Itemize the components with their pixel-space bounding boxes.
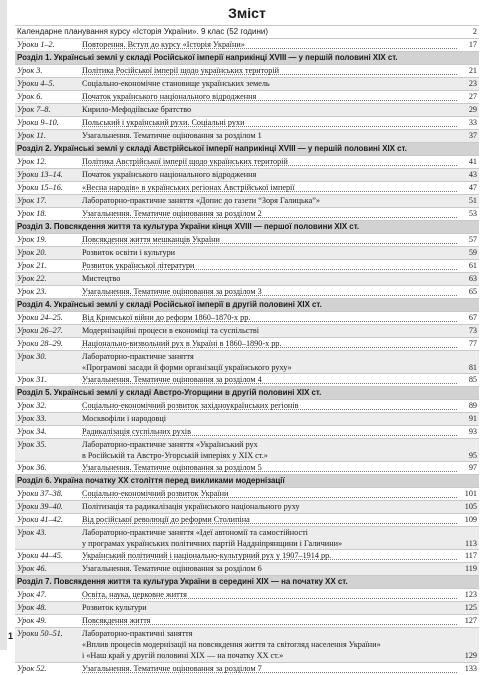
entry-page: 133 <box>464 664 477 673</box>
entry-title-line: Від російської революції до реформи Столипіна <box>82 515 250 524</box>
entry-page: 117 <box>465 551 477 560</box>
lesson-label: Уроки 39–40. <box>17 502 63 511</box>
toc-entry <box>15 116 479 129</box>
lesson-label: Урок 47. <box>17 590 47 599</box>
lesson-label: Урок 32. <box>17 401 47 410</box>
entry-page: 65 <box>468 287 477 296</box>
entry-title-line: Модернізаційні процеси в економіці та суспільстві <box>82 326 260 335</box>
entry-title <box>82 338 457 350</box>
entry-title-line: Москвофіли і народовці <box>82 414 167 423</box>
toc-entry <box>15 500 479 513</box>
entry-title <box>82 325 457 337</box>
entry-title-line: Розвиток української літератури <box>82 261 195 270</box>
lesson-label: Урок 11. <box>17 131 46 140</box>
entry-title-line: Кирило-Мефодіївське братство <box>82 105 192 114</box>
toc-entry <box>15 272 479 285</box>
section-heading <box>15 474 479 487</box>
entry-title-line: Соціально-економічний розвиток західноукраїнських регіонів <box>82 401 299 410</box>
entry-page: 47 <box>468 183 477 192</box>
toc-entry <box>15 129 479 142</box>
entry-title <box>82 400 457 412</box>
entry-title <box>82 286 457 298</box>
lesson-label: Уроки 44–45. <box>17 551 63 560</box>
entry-page: 77 <box>468 339 477 348</box>
section-heading <box>15 298 479 311</box>
page-title: Зміст <box>228 5 266 21</box>
entry-title-line: Повсякдення життя <box>82 616 151 625</box>
entry-title <box>82 130 457 142</box>
table-of-contents <box>15 0 479 675</box>
entry-page: 57 <box>468 235 477 244</box>
entry-title-line: Лабораторно-практичне заняття «Допис до газети “Зоря Галицька”» <box>82 196 320 205</box>
lesson-label: Урок 12. <box>17 157 47 166</box>
entry-page: 67 <box>468 313 477 322</box>
entry-title-line: Початок українського національного відродження <box>82 170 257 179</box>
entry-title <box>82 273 457 285</box>
entry-page: 2 <box>472 27 477 36</box>
entry-title-line: в Російській та Австро-Угорській імперіях у XIX ст.» <box>82 451 268 460</box>
entry-page: 37 <box>468 131 477 140</box>
entry-title <box>82 91 457 103</box>
entry-title <box>82 374 457 386</box>
toc-entry <box>15 614 479 627</box>
toc-entry <box>15 513 479 526</box>
entry-title <box>82 628 457 661</box>
toc-entry <box>15 337 479 350</box>
toc-entry <box>15 233 479 246</box>
entry-page: 51 <box>468 196 477 205</box>
entry-title <box>82 663 457 675</box>
lesson-label: Урок 35. <box>17 440 47 449</box>
section-heading <box>15 575 479 588</box>
toc-entry <box>15 194 479 207</box>
entry-page: 53 <box>468 209 477 218</box>
lesson-label: Урок 30. <box>17 352 47 361</box>
toc-entry <box>15 399 479 412</box>
entry-title-line: Лабораторно-практичне заняття «Ідеї автономії та самостійності <box>82 528 308 537</box>
entry-page: 27 <box>468 92 477 101</box>
lesson-label: Урок 33. <box>17 414 47 423</box>
toc-entry <box>15 311 479 324</box>
entry-title <box>82 169 457 181</box>
toc-entry <box>15 285 479 298</box>
lesson-label: Урок 17. <box>17 196 47 205</box>
entry-title-line: у програмах українських політичних партій Наддніпрянщини і Галичини» <box>82 539 343 548</box>
entry-title-line: «Програмові засади й форми організації українського руху» <box>82 363 292 372</box>
entry-title <box>82 234 457 246</box>
entry-title-line: Початок українського національного відродження <box>82 92 257 101</box>
entry-page: 33 <box>468 118 477 127</box>
page-edge <box>0 0 7 650</box>
toc-entry <box>15 155 479 168</box>
entry-page: 95 <box>468 451 477 460</box>
entry-title-line: Лабораторно-практичні заняття <box>82 629 193 638</box>
toc-entry <box>15 181 479 194</box>
toc-list <box>15 25 479 675</box>
lesson-label: Урок 21. <box>17 261 47 270</box>
entry-title: Календарне планування курсу «Історія України». 9 клас (52 години) <box>17 27 269 36</box>
entry-page: 123 <box>464 590 477 599</box>
section-heading <box>15 386 479 399</box>
entry-page: 17 <box>468 40 477 49</box>
entry-title <box>82 514 457 526</box>
entry-page: 73 <box>468 326 477 335</box>
toc-entry <box>15 64 479 77</box>
entry-title-line: Узагальнення. Тематичне оцінювання за розділом 1 <box>82 131 262 140</box>
lesson-label: Урок 49. <box>17 616 47 625</box>
entry-page: 85 <box>468 375 477 384</box>
lesson-label: Уроки 15–16. <box>17 183 63 192</box>
lesson-label: Урок 34. <box>17 427 47 436</box>
entry-title <box>82 65 457 77</box>
entry-page: 63 <box>468 274 477 283</box>
entry-title-line: Повторення. Вступ до курсу «Історія України» <box>82 40 245 49</box>
entry-title-line: Політика Австрійської імперії щодо українських територій <box>82 157 288 166</box>
section-title: Розділ 4. Українські землі у складі Російської імперії в другій половині XIX ст. <box>17 300 322 309</box>
entry-title <box>82 247 457 259</box>
entry-title <box>82 195 457 207</box>
entry-page: 101 <box>464 489 477 498</box>
entry-title-line: «Весна народів» в українських регіонах Австрійської імперії <box>82 183 295 192</box>
entry-title-line: Узагальнення. Тематичне оцінювання за розділом 7 <box>82 664 262 673</box>
entry-title <box>82 602 457 614</box>
lesson-label: Урок 20. <box>17 248 47 257</box>
section-heading <box>15 142 479 155</box>
entry-page: 127 <box>464 616 477 625</box>
toc-entry <box>15 526 479 549</box>
entry-page: 113 <box>465 539 477 548</box>
toc-entry <box>15 103 479 116</box>
entry-page: 93 <box>468 427 477 436</box>
toc-entry <box>15 627 479 662</box>
toc-entry <box>15 662 479 675</box>
lesson-label: Уроки 37–38. <box>17 489 63 498</box>
lesson-label: Урок 46. <box>17 564 47 573</box>
section-title: Розділ 6. Україна початку XX століття перед викликами модернізації <box>17 476 285 485</box>
toc-entry <box>15 207 479 220</box>
toc-entry <box>15 25 479 38</box>
lesson-label: Урок 48. <box>17 603 47 612</box>
entry-title-line: Від Кримської війни до реформ 1860–1870-х рр. <box>82 313 251 322</box>
lesson-label: Урок 31. <box>17 375 47 384</box>
lesson-label: Урок 43. <box>17 528 47 537</box>
entry-page: 41 <box>468 157 477 166</box>
entry-title-line: Розвиток культури <box>82 603 147 612</box>
entry-title-line: Польський і український рухи. Соціальні рухи <box>82 118 245 127</box>
toc-entry <box>15 487 479 500</box>
entry-title-line: Український політичний і національно-культурний рух у 1907–1914 рр. <box>82 551 332 560</box>
lesson-label: Урок 19. <box>17 235 47 244</box>
toc-entry <box>15 438 479 461</box>
entry-page: 21 <box>468 66 477 75</box>
toc-entry <box>15 412 479 425</box>
toc-entry <box>15 38 479 51</box>
entry-title <box>82 550 457 562</box>
toc-entry <box>15 77 479 90</box>
toc-entry <box>15 588 479 601</box>
lesson-label: Уроки 28–29. <box>17 339 63 348</box>
entry-page: 97 <box>468 463 477 472</box>
lesson-label: Уроки 9–10. <box>17 118 59 127</box>
entry-title-line: Узагальнення. Тематичне оцінювання за розділом 4 <box>82 375 262 384</box>
entry-page: 43 <box>468 170 477 179</box>
entry-title-line: Узагальнення. Тематичне оцінювання за розділом 2 <box>82 209 262 218</box>
entry-title <box>82 426 457 438</box>
entry-page: 23 <box>468 79 477 88</box>
entry-page: 125 <box>464 603 477 612</box>
entry-title-line: Узагальнення. Тематичне оцінювання за розділом 5 <box>82 463 262 472</box>
entry-title-line: Лабораторно-практичне заняття <box>82 352 194 361</box>
entry-title-line: і «Наш край у другій половині XIX — на початку XX ст.» <box>82 651 284 660</box>
lesson-label: Урок 18. <box>17 209 47 218</box>
entry-title-line: Узагальнення. Тематичне оцінювання за розділом 3 <box>82 287 262 296</box>
section-heading <box>15 51 479 64</box>
lesson-label: Уроки 4–5. <box>17 79 55 88</box>
entry-title <box>82 78 457 90</box>
entry-page: 59 <box>468 248 477 257</box>
lesson-label: Урок 52. <box>17 664 47 673</box>
toc-entry <box>15 350 479 373</box>
entry-title-line: «Вплив процесів модернізації на повсякдення життя та світогляд населення України» <box>82 640 381 649</box>
entry-title <box>82 182 457 194</box>
entry-title-line: Освіта, наука, церковне життя <box>82 590 187 599</box>
entry-page: 29 <box>468 105 477 114</box>
section-title: Розділ 5. Українські землі у складі Австро-Угорщини в другій половині XIX ст. <box>17 388 322 397</box>
entry-title <box>82 413 457 425</box>
entry-title-line: Соціально-економічний розвиток України <box>82 489 229 498</box>
lesson-label: Уроки 50–51. <box>17 629 63 638</box>
entry-page: 81 <box>468 363 477 372</box>
lesson-label: Урок 7–8. <box>17 105 51 114</box>
lesson-label: Урок 22. <box>17 274 47 283</box>
entry-title <box>82 117 457 129</box>
entry-page: 105 <box>464 502 477 511</box>
entry-title <box>82 488 457 500</box>
entry-title-line: Соціально-економічне становище українських земель <box>82 79 270 88</box>
entry-title <box>82 615 457 627</box>
entry-title-line: Лабораторно-практичне заняття «Український рух <box>82 440 258 449</box>
toc-entry <box>15 246 479 259</box>
toc-entry <box>15 425 479 438</box>
lesson-label: Урок 36. <box>17 463 47 472</box>
section-title: Розділ 1. Українські землі у складі Російської імперії наприкінці XVIII — у першій половині XIX ст. <box>17 53 398 62</box>
section-heading <box>15 220 479 233</box>
entry-title <box>82 156 457 168</box>
toc-entry <box>15 324 479 337</box>
entry-title-line: Узагальнення. Тематичне оцінювання за розділом 6 <box>82 564 262 573</box>
entry-title-line: Радикалізація суспільних рухів <box>82 427 191 436</box>
lesson-label: Уроки 41–42. <box>17 515 63 524</box>
entry-title <box>82 312 457 324</box>
entry-title-line: Мистецтво <box>82 274 121 283</box>
entry-title <box>82 462 457 474</box>
entry-title <box>82 439 457 461</box>
section-title: Розділ 2. Українські землі у складі Австрійської імперії наприкінці XVIII — у першій половині XIX ст. <box>17 144 407 153</box>
entry-page: 61 <box>468 261 477 270</box>
toc-entry <box>15 168 479 181</box>
entry-title <box>82 501 457 513</box>
entry-title-line: Розвиток освіти і культури <box>82 248 176 257</box>
entry-page: 129 <box>464 651 477 660</box>
lesson-label: Уроки 1–2. <box>17 40 55 49</box>
toc-entry <box>15 549 479 562</box>
entry-title <box>82 589 457 601</box>
toc-entry <box>15 562 479 575</box>
entry-title <box>82 527 457 549</box>
lesson-label: Урок 3. <box>17 66 43 75</box>
lesson-label: Урок 6. <box>17 92 43 101</box>
lesson-label: Уроки 13–14. <box>17 170 63 179</box>
entry-title-line: Політика Російської імперії щодо українських територій <box>82 66 279 75</box>
toc-entry <box>15 601 479 614</box>
section-title: Розділ 3. Повсякдення життя та культура України кінця XVIII — першої половини XIX ст. <box>17 222 360 231</box>
page-number: 1 <box>8 631 14 641</box>
entry-page: 89 <box>468 401 477 410</box>
entry-title <box>82 39 457 51</box>
entry-title-line: Повсякдення життя мешканців України <box>82 235 220 244</box>
section-title: Розділ 7. Повсякдення життя та культура України в середині XIX — на початку XX ст. <box>17 577 348 586</box>
entry-title <box>82 260 457 272</box>
lesson-label: Уроки 24–25. <box>17 313 63 322</box>
toc-entry <box>15 373 479 386</box>
entry-page: 109 <box>464 515 477 524</box>
lesson-label: Уроки 26–27. <box>17 326 63 335</box>
entry-page: 119 <box>465 564 477 573</box>
lesson-label: Урок 23. <box>17 287 47 296</box>
entry-page: 91 <box>468 414 477 423</box>
entry-title <box>82 563 457 575</box>
entry-title-line: Політизація та радикалізація українського національного руху <box>82 502 300 511</box>
entry-title <box>82 351 457 373</box>
toc-entry <box>15 259 479 272</box>
toc-entry <box>15 90 479 103</box>
entry-title-line: Національно-визвольний рух в Україні в 1860–1890-х рр. <box>82 339 282 348</box>
toc-entry <box>15 461 479 474</box>
entry-title <box>82 208 457 220</box>
entry-title <box>82 104 457 116</box>
